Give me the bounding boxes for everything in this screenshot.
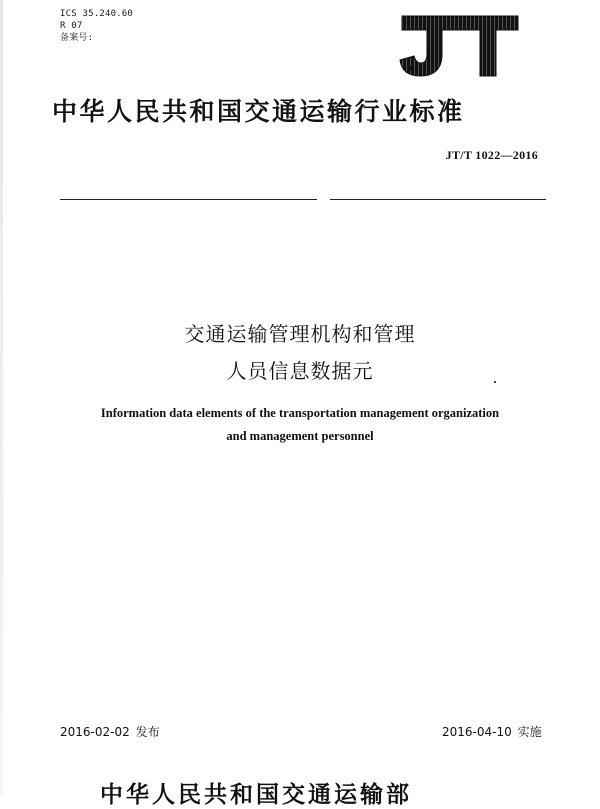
issue-date <box>60 723 160 740</box>
issue-date-label: 发布 <box>135 725 160 739</box>
issue-date-value: 2016-02-02 <box>60 725 130 739</box>
scan-speck <box>494 381 496 383</box>
issuing-authority-title: 中华人民共和国交通运输行业标准 <box>52 97 465 126</box>
header-divider-right <box>330 199 546 200</box>
logo-letter-t <box>460 16 518 76</box>
chinese-title-line-1: 交通运输管理机构和管理 <box>184 322 416 346</box>
header-divider-left <box>60 199 317 200</box>
scan-edge-shadow <box>0 0 3 796</box>
chinese-title-line-2: 人员信息数据元 <box>226 359 374 383</box>
record-number-label: 备案号: <box>60 33 94 43</box>
implementation-date <box>442 723 542 740</box>
standard-number: JT/T 1022—2016 <box>445 148 538 162</box>
category-code: R 07 <box>60 21 83 31</box>
jt-logo <box>398 10 520 80</box>
implementation-date-label: 实施 <box>517 725 542 739</box>
jt-logo-graphic <box>398 10 520 80</box>
english-title-line-2: and management personnel <box>226 429 374 443</box>
english-title-line-1: Information data elements of the transportation management organization <box>100 406 500 420</box>
logo-dot <box>408 66 414 71</box>
implementation-date-value: 2016-04-10 <box>442 725 512 739</box>
issuing-organization: 中华人民共和国交通运输部 <box>100 782 412 808</box>
classification-block <box>60 8 133 44</box>
ics-code: ICS 35.240.60 <box>60 9 134 19</box>
